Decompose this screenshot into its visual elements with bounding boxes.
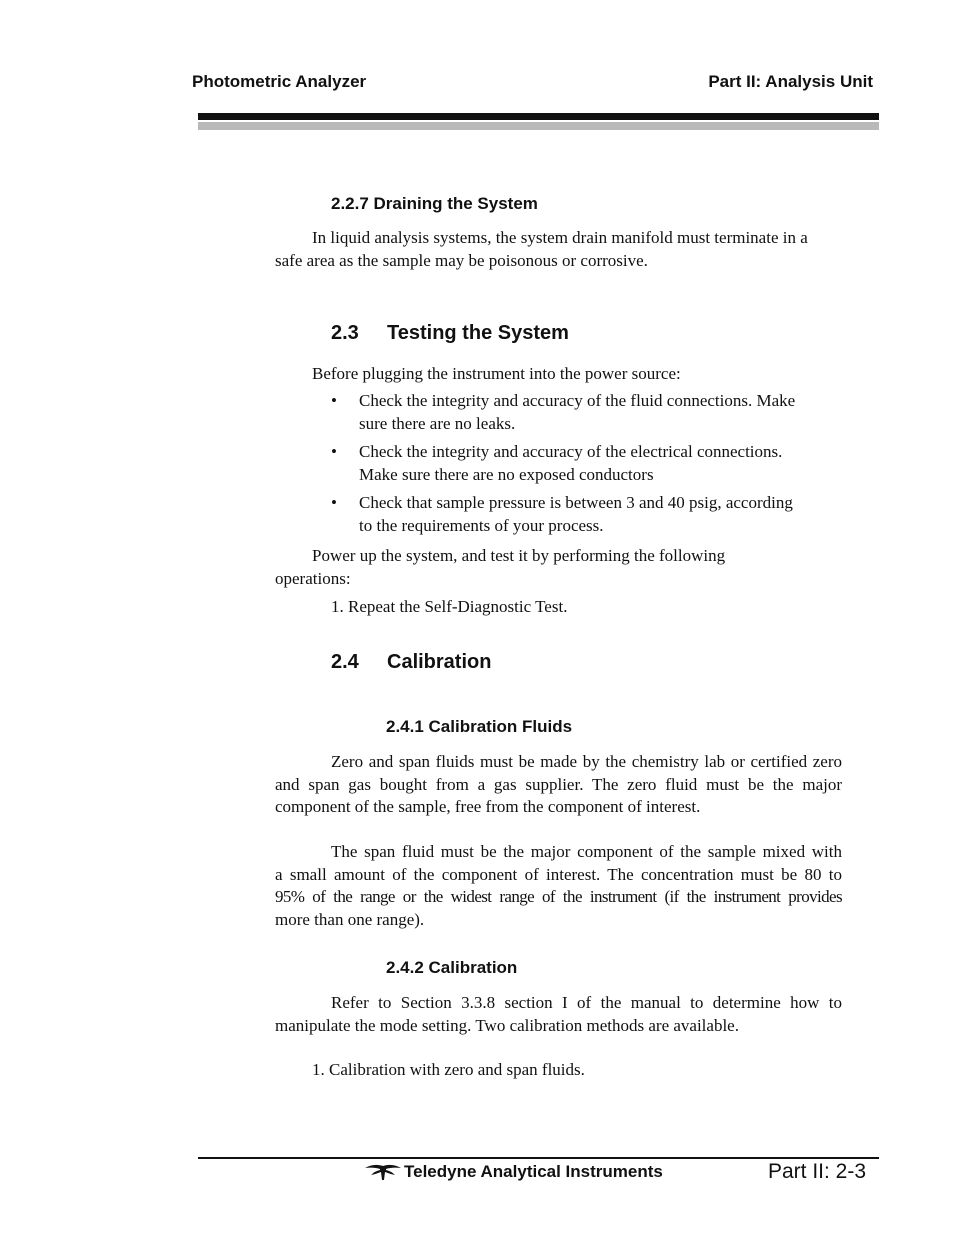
bullet-item	[331, 492, 851, 537]
paragraph-line: a small amount of the component of interest. The concentration must be 80 to	[275, 864, 842, 884]
bullet-item	[331, 441, 851, 486]
bullet-text-line: Check that sample pressure is between 3 and 40 psig, according	[359, 493, 793, 512]
paragraph-line: operations:	[275, 569, 351, 588]
paragraph-calibration	[275, 992, 842, 1037]
heading-2-3	[331, 322, 569, 345]
section-number: 2.3	[331, 322, 359, 344]
section-title: Testing the System	[387, 322, 569, 344]
heading-2-4-2: 2.4.2 Calibration	[386, 958, 518, 977]
bullet-text-line: to the requirements of your process.	[359, 515, 604, 535]
bullet-icon: •	[331, 391, 337, 410]
section-title: Calibration	[387, 651, 492, 673]
paragraph-line: more than one range).	[275, 909, 425, 929]
paragraph-line: and span gas bought from a gas supplier. The zero fluid must be the major	[275, 774, 842, 794]
heading-2-4	[331, 651, 491, 674]
footer-brand: Teledyne Analytical Instruments	[404, 1162, 663, 1181]
paragraph-line: safe area as the sample may be poisonous or corrosive.	[275, 251, 648, 270]
bullet-icon: •	[331, 493, 337, 512]
section-number: 2.4	[331, 651, 359, 673]
numbered-step: 1. Repeat the Self-Diagnostic Test.	[331, 597, 568, 616]
paragraph-calibration-fluids-1	[275, 751, 842, 819]
footer-rule	[198, 1157, 879, 1159]
bullet-text-line: sure there are no leaks.	[359, 413, 516, 433]
paragraph-line: In liquid analysis systems, the system drain manifold must terminate in a	[312, 228, 808, 247]
header-rule-grey	[198, 122, 879, 130]
bullet-item	[331, 390, 851, 435]
footer-page-number: Part II: 2-3	[768, 1160, 867, 1183]
paragraph-line: Power up the system, and test it by performing the following	[312, 546, 726, 565]
paragraph-line: The span fluid must be the major component of the sample mixed with	[331, 842, 842, 861]
bullet-text-line: Make sure there are no exposed conductors	[359, 464, 654, 484]
paragraph-line: 95% of the range or the widest range of the instrument (if the instrument provides	[275, 887, 842, 906]
running-header-part: Part II: Analysis Unit	[708, 72, 873, 91]
bullet-icon: •	[331, 442, 337, 461]
paragraph-line: Refer to Section 3.3.8 section I of the manual to determine how to	[331, 993, 842, 1012]
bullet-text-line: Check the integrity and accuracy of the electrical connections.	[359, 442, 783, 461]
heading-2-4-1: 2.4.1 Calibration Fluids	[386, 717, 573, 736]
numbered-step: 1. Calibration with zero and span fluids.	[312, 1060, 585, 1079]
paragraph-line: manipulate the mode setting. Two calibration methods are available.	[275, 1015, 739, 1035]
paragraph-line: Zero and span fluids must be made by the chemistry lab or certified zero	[331, 752, 842, 771]
bullet-text-line: Check the integrity and accuracy of the fluid connections. Make	[359, 391, 796, 410]
paragraph-calibration-fluids-2	[275, 841, 842, 931]
heading-2-2-7: 2.2.7 Draining the System	[331, 194, 538, 213]
paragraph-line: Before plugging the instrument into the power source:	[312, 364, 681, 383]
paragraph-line: component of the sample, free from the component of interest.	[275, 797, 701, 816]
running-header-title: Photometric Analyzer	[192, 72, 367, 91]
teledyne-logo-icon	[364, 1162, 402, 1182]
header-rule-dark	[198, 113, 879, 120]
